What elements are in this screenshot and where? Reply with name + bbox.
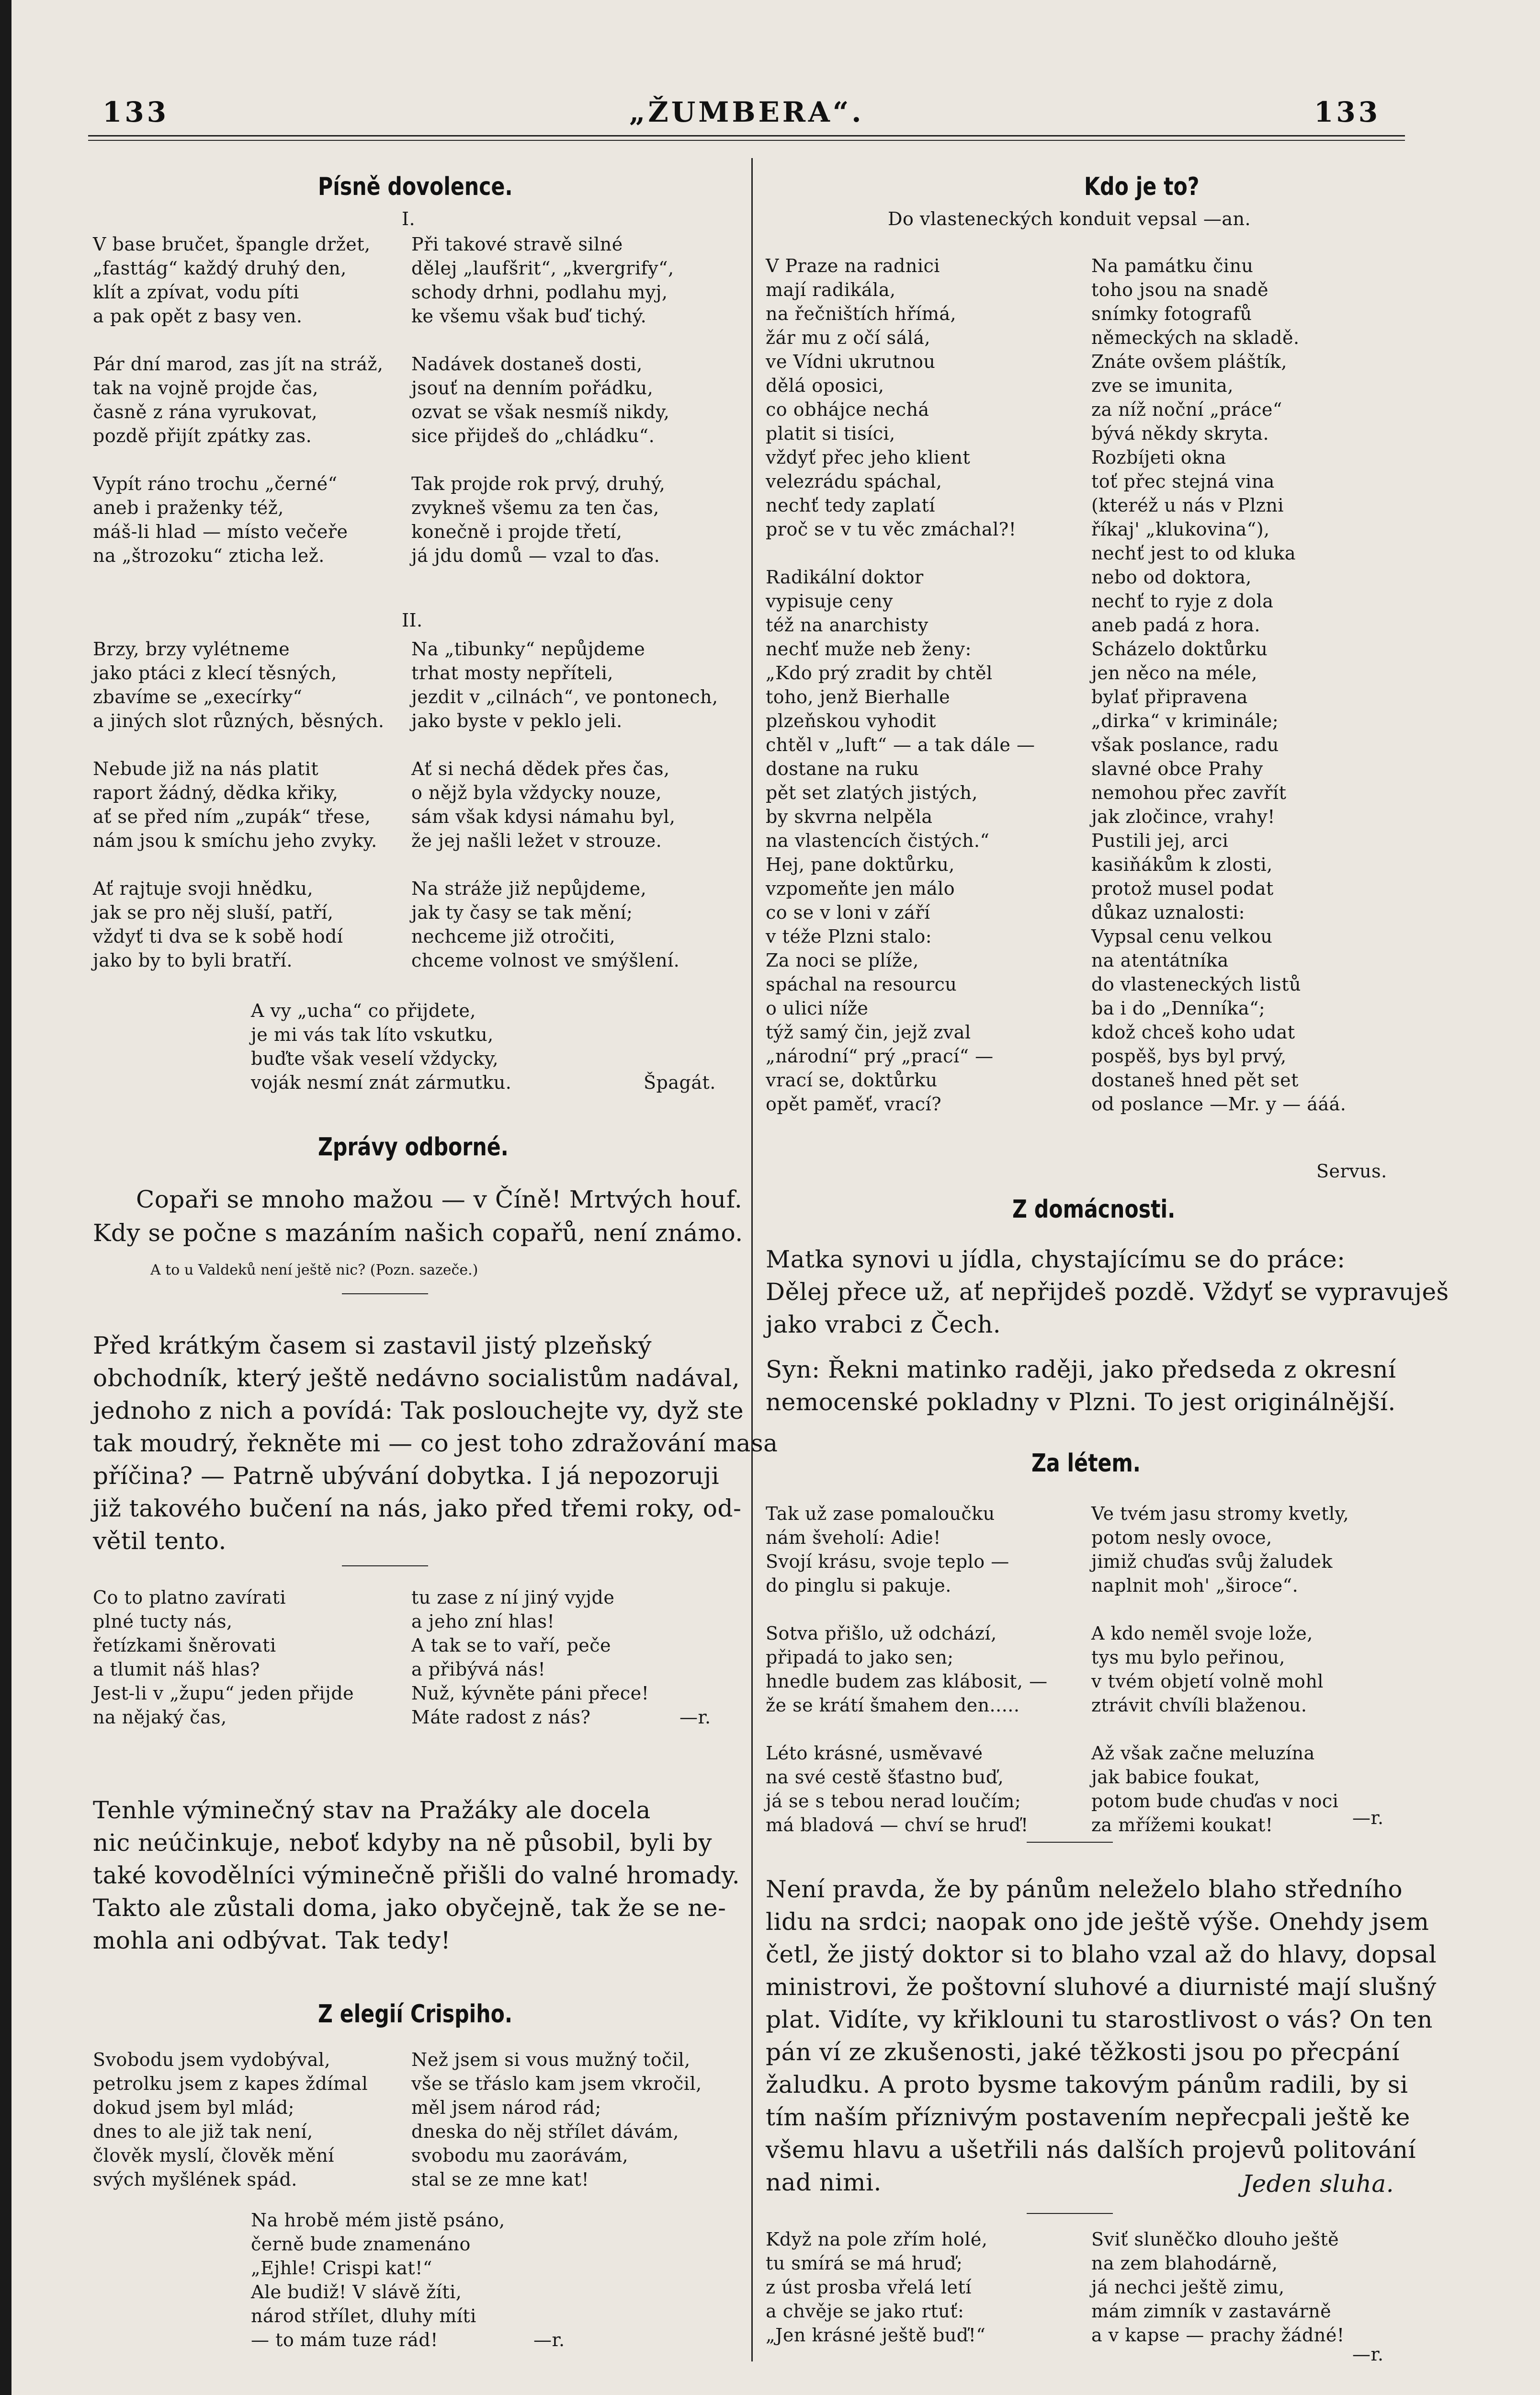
separator-1 (342, 1293, 428, 1294)
kdo-verse-col1: V Praze na radnici mají radikála, na řečništích hřímá, žár mu z očí sálá, ve Vídni ukrutnou dělá oposici, co obhájce nechá platit si tisíci, vždyť přec jeho klient velezrádu spáchal, nechť tedy zaplatí proč se v tu věc zmáchal?! Radikální doktor vypisuje ceny též na anarchisty nechť muže neb ženy: „Kdo prý zradit by chtěl toho, jenž Bierhalle plzeňskou vyhodit chtěl v „luft“ — a tak dále — dostane na ruku pět set zlatých jistých, by skvrna nelpěla na vlastencích čistých.“ Hej, pane doktůrku, vzpomeňte jen málo co se v loni v září v téže Plzni stalo: Za noci se plíže, spáchal na resourcu o ulici níže týž samý čin, jejž zval „národní“ prý „prací“ — vrací se, doktůrku opět paměť, vrací? (766, 255, 1035, 1115)
kdo-signature: Servus. (1316, 1161, 1387, 1182)
za-letem-verse-col2: Ve tvém jasu stromy kvetly, potom nesly ovoce, jimiž chuďas svůj žaludek naplnit moh' „široce“. A kdo neměl svoje lože, tys mu bylo peřinou, v tvém objetí volně mohl ztrávit chvíli blaženou. Až však začne meluzína jak babice foukat, potom bude chuďas v noci za mřížemi koukat! (1091, 1503, 1349, 1836)
pisne-part-two: II. (402, 610, 423, 631)
domacnosti-title: Z domácnosti. (1012, 1195, 1176, 1224)
pisne-verse-col3: Brzy, brzy vylétneme jako ptáci z klecí těsných, zbavíme se „execírky“ a jiných slot různých, běsných. Nebude již na nás platit raport žádný, dědka křiky, ať se před ním „zupák“ třese, nám jsou k smíchu jeho zvyky. Ať rajtuje svoji hnědku, jak se pro něj sluší, patří, vždyť ti dva se k sobě hodí jako by to byli bratří. (93, 639, 385, 971)
pisne-verse-col2: Při takové stravě silné dělej „laufšrit“, „kvergrify“, schody drhni, podlahu myj, ke všemu však buď tichý. Nadávek dostaneš dosti, jsouť na denním pořádku, ozvat se však nesmíš nikdy, sice přijdeš do „chládku“. Tak projde rok prvý, druhý, zvykneš všemu za ten čas, konečně i projde třetí, já jdu domů — vzal to ďas. (411, 234, 674, 566)
newspaper-page (11, 0, 1540, 2395)
separator-2 (342, 1565, 428, 1566)
separator-3 (1027, 1842, 1113, 1843)
obchodnik-verse-left: Co to platno zavírati plné tucty nás, řetízkami šněrovati a tlumit náš hlas? Jest-li v „župu“ jeden přijde na nějaký čas, (93, 1587, 354, 1728)
column-divider (751, 158, 753, 2361)
obchodnik-paragraph: Před krátkým časem si zastavil jistý plzeňský obchodník, který ještě nedávno socialistům nadával, jednoho z nich a povídá: Tak poslouchejte vy, dyž ste tak moudrý, řekněte mi — co jest toho zdražování masa příčina? — Patrně ubývání dobytka. I já nepozoruji již takového bučení na nás, jako před třemi roky, od- větil tento. (93, 1332, 778, 1555)
za-letem-title: Za létem. (1031, 1449, 1141, 1478)
elegie-signature: —r. (533, 2329, 565, 2350)
elegie-final-verse: Na hrobě mém jistě psáno, černě bude znamenáno „Ejhle! Crispi kat!“ Ale budiž! V slávě žíti, národ střílet, dluhy míti — to mám tuze rád! (251, 2210, 505, 2350)
pisne-part-one: I. (402, 208, 416, 229)
masthead-title: „ŽUMBERA“. (629, 96, 864, 128)
pisne-verse-col1: V base bručet, špangle držet, „fasttág“ každý druhý den, klít a zpívat, vodu píti a pak opět z basy ven. Pár dní marod, zas jít na stráž, tak na vojně projde čas, časně z rána vyrukovat, pozdě přijít zpátky zas. Vypít ráno trochu „černé“ aneb i praženky též, máš-li hlad — místo večeře na „štrozoku“ zticha lež. (93, 234, 384, 566)
zpravy-note: A to u Valdeků není ještě nic? (Pozn. sazeče.) (150, 1262, 478, 1278)
page-number-left: 133 (102, 96, 170, 128)
pole-signature: —r. (1352, 2344, 1384, 2365)
pisne-final-verse: A vy „ucha“ co přijdete, je mi vás tak líto vskutku, buďte však veselí vždycky, voják nesmí znát zármutku. (251, 1000, 512, 1093)
obchodnik-verse-right: tu zase z ní jiný vyjde a jeho zní hlas! A tak se to vaří, peče a přibývá nás! Nuž, kývněte páni přece! Máte radost z nás? (411, 1587, 649, 1728)
elegie-title: Z elegií Crispiho. (318, 2000, 513, 2029)
separator-4 (1027, 2213, 1113, 2214)
header-rule (88, 135, 1405, 137)
kdo-subtitle: Do vlasteneckých konduit vepsal —an. (888, 208, 1251, 229)
elegie-verse-col2: Než jsem si vous mužný točil, vše se třáslo kam jsem vkročil, měl jsem národ rád; dneska do něj střílet dávám, svobodu mu zaorávám, stal se ze mne kat! (411, 2049, 702, 2190)
pole-verse-col2: Sviť sluněčko dlouho ještě na zem blahodárně, já nechci ještě zimu, mám zimník v zastavárně a v kapse — prachy žádné! (1091, 2229, 1345, 2346)
zpravy-line-2: Kdy se počne s mazáním našich copařů, není známo. (93, 1219, 743, 1247)
zpravy-line-1: Copaři se mnoho mažou — v Číně! Mrtvých houf. (136, 1186, 743, 1213)
pole-verse-col1: Když na pole zřím holé, tu smírá se má hruď; z úst prosba vřelá letí a chvěje se jako rtuť: „Jen krásné ještě buď!“ (766, 2229, 988, 2346)
header-rule-2 (88, 140, 1405, 141)
za-letem-signature: —r. (1352, 1807, 1384, 1828)
elegie-verse-col1: Svobodu jsem vydobýval, petrolku jsem z kapes ždímal dokud jsem byl mlád; dnes to ale již tak není, člověk myslí, člověk mění svých myšlének spád. (93, 2049, 368, 2190)
pisne-verse-col4: Na „tibunky“ nepůjdeme trhat mosty nepříteli, jezdit v „cilnách“, ve pontonech, jako byste v peklo jeli. Ať si nechá dědek přes čas, o nějž byla vždycky nouze, sám však kdysi námahu byl, že jej našli ležet v strouze. Na stráže již nepůjdeme, jak ty časy se tak mění; nechceme již otročiti, chceme volnost ve smýšlení. (411, 639, 718, 971)
kdo-title: Kdo je to? (1084, 172, 1200, 201)
blaho-signature: Jeden sluha. (1242, 2170, 1394, 2198)
pisne-title: Písně dovolence. (318, 172, 513, 201)
za-letem-verse-col1: Tak už zase pomaloučku nám šveholí: Adie! Svojí krásu, svoje teplo — do pinglu si pakuje. Sotva přišlo, už odchází, připadá to jako sen; hnedle budem zas klábosit, — že se krátí šmahem den..... Léto krásné, usměvavé na své cestě šťastno buď, já se s tebou nerad loučím; má bladová — chví se hruď! (766, 1503, 1048, 1836)
zpravy-title: Zprávy odborné. (318, 1133, 509, 1162)
blaho-paragraph: Není pravda, že by pánům neleželo blaho středního lidu na srdci; naopak ono jde ještě výše. Onehdy jsem četl, že jistý doktor si to blaho vzal až do hlavy, dopsal ministrovi, že poštovní sluhové a diurnisté mají slušný plat. Vidíte, vy křiklouni tu starostlivost o vás? On ten pán ví ze zkušenosti, jaké těžkosti jsou po přecpání žaludku. A proto bysme takovým pánům radili, by si tím naším příznivým postavením nepřecpali ještě ke všemu hlavu a ušetřili nás dalších projevů politování nad nimi. (766, 1875, 1437, 2196)
domacnosti-para-2: Syn: Řekni matinko raději, jako předseda z okresní nemocenské pokladny v Plzni. To jest originálnější. (766, 1356, 1396, 1416)
prazaci-paragraph: Tenhle výminečný stav na Pražáky ale docela nic neúčinkuje, neboť kdyby na ně působil, byli by také kovodělníci výminečně přišli do valné hromady. Takto ale zůstali doma, jako obyčejně, tak že se ne- mohla ani odbývat. Tak tedy! (93, 1796, 740, 1954)
obchodnik-signature: —r. (679, 1707, 711, 1728)
page-number-right: 133 (1314, 96, 1381, 128)
domacnosti-para-1: Matka synovi u jídla, chystajícímu se do práce: Dělej přece už, ať nepřijdeš pozdě. Vždyť se vypravuješ jako vrabci z Čech. (766, 1245, 1449, 1338)
pisne-signature: Špagát. (644, 1072, 716, 1093)
kdo-verse-col2: Na památku činu toho jsou na snadě snímky fotografů německých na skladě. Znáte ovšem pláštík, zve se imunita, za níž noční „práce“ bývá někdy skryta. Rozbíjeti okna toť přec stejná vina (kteréž u nás v Plzni říkaj' „klukovina“), nechť jest to od kluka nebo od doktora, nechť to ryje z dola aneb padá z hora. Scházelo doktůrku jen něco na méle, bylať připravena „dirka“ v kriminále; však poslance, radu slavné obce Prahy nemohou přec zavřít jak zločince, vrahy! Pustili jej, arci kasiňákům k zlosti, protož musel podat důkaz uznalosti: Vypsal cenu velkou na atentátníka do vlasteneckých listů ba i do „Denníka“; kdož chceš koho udat pospěš, bys byl prvý, dostaneš hned pět set od poslance —Mr. y — ááá. (1091, 255, 1347, 1115)
